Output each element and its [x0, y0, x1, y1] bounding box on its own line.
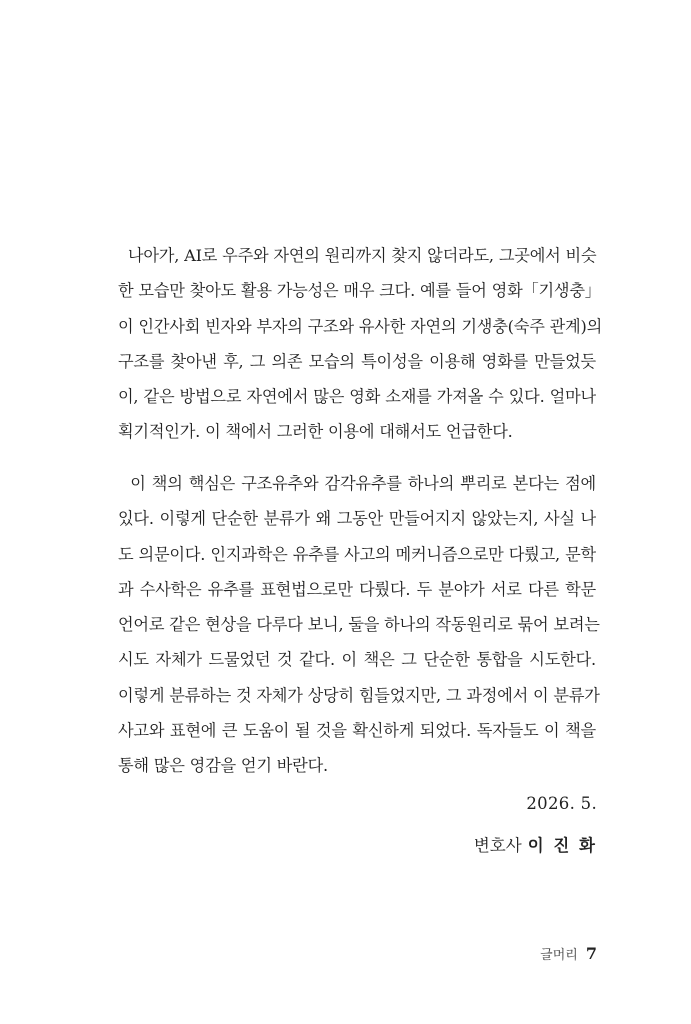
page-footer [540, 944, 597, 963]
author-name: 이 진 화 [527, 836, 597, 855]
page-number: 7 [585, 944, 597, 963]
paragraph-2 [118, 466, 600, 784]
paragraph-line: 사고와 표현에 큰 도움이 될 것을 확신하게 되었다. 독자들도 이 책을 [118, 721, 596, 741]
section-label: 글머리 [540, 948, 578, 963]
paragraph-line: 획기적인가. 이 책에서 그러한 이용에 대해서도 언급한다. [118, 422, 513, 442]
paragraph-line: 과 수사학은 유추를 표현법으로만 다뤘다. 두 분야가 서로 다른 학문 [118, 579, 596, 599]
date: 2026. 5. [526, 794, 597, 813]
paragraph-line: 시도 자체가 드물었던 것 같다. 이 책은 그 단순한 통합을 시도한다. [118, 650, 596, 670]
paragraph-line: 언어로 같은 현상을 다루다 보니, 둘을 하나의 작동원리로 묶어 보려는 [118, 615, 600, 635]
paragraph-line: 이 책의 핵심은 구조유추와 감각유추를 하나의 뿌리로 본다는 점에 [118, 474, 596, 493]
author-title: 변호사 [473, 836, 522, 855]
paragraph-line: 이, 같은 방법으로 자연에서 많은 영화 소재를 가져올 수 있다. 얼마나 [118, 387, 596, 407]
author-signature [474, 832, 597, 856]
paragraph-line: 이렇게 분류하는 것 자체가 상당히 힘들었지만, 그 과정에서 이 분류가 [118, 685, 600, 705]
paragraph-line: 있다. 이렇게 단순한 분류가 왜 그동안 만들어지지 않았는지, 사실 나 [118, 509, 596, 529]
paragraph-line: 이 인간사회 빈자와 부자의 구조와 유사한 자연의 기생충(숙주 관계)의 [118, 316, 603, 336]
paragraph-line: 통해 많은 영감을 얻기 바란다. [118, 756, 328, 776]
paragraph-line: 한 모습만 찾아도 활용 가능성은 매우 크다. 예를 들어 영화「기생충」 [118, 281, 601, 301]
paragraph-line: 나아가, AI로 우주와 자연의 원리까지 찾지 않더라도, 그곳에서 비슷 [118, 246, 597, 265]
paragraph-line: 도 의문이다. 인지과학은 유추를 사고의 메커니즘으로만 다뤘고, 문학 [118, 544, 596, 564]
paragraph-1 [118, 238, 603, 450]
paragraph-line: 구조를 찾아낸 후, 그 의존 모습의 특이성을 이용해 영화를 만들었듯 [118, 351, 596, 371]
